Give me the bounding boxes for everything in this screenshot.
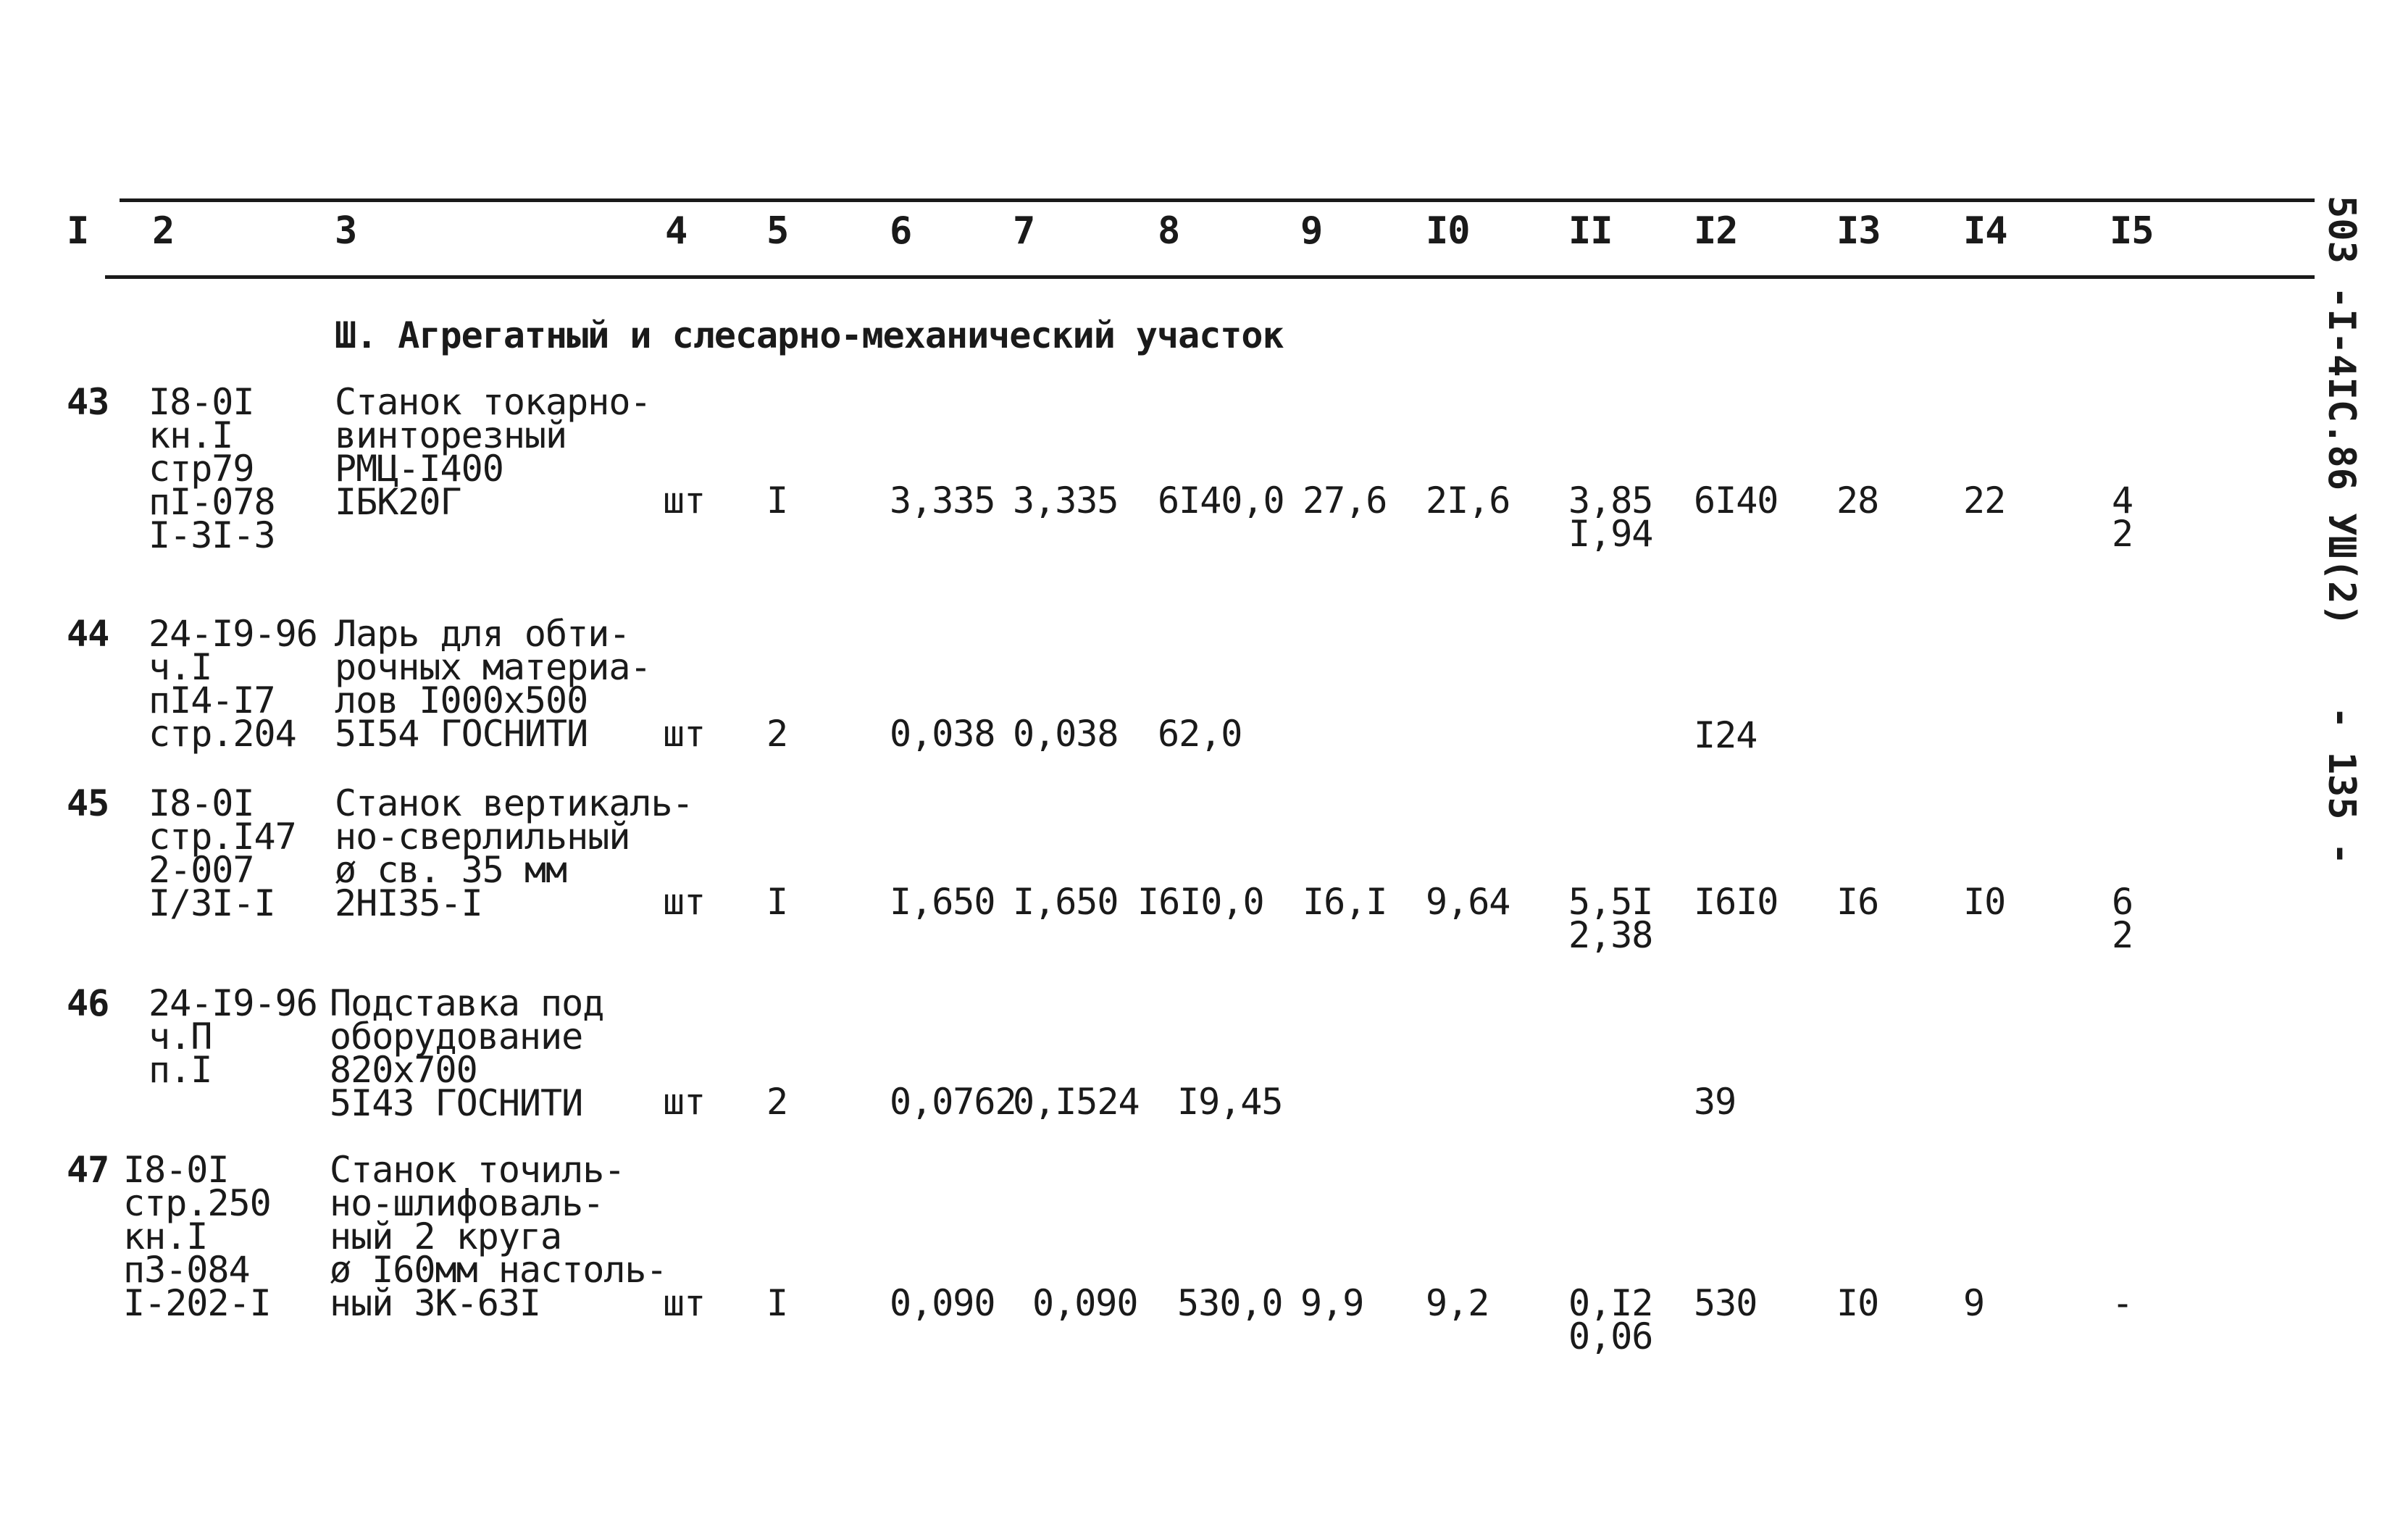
row-45-col15: 6 2 [2112,881,2133,956]
col-header-11: II [1568,209,1613,253]
row-45-col8: I6I0,0 [1137,881,1264,923]
col-header-9: 9 [1300,209,1323,253]
row-44-ref: 24-I9-96 ч.I пI4-I7 стр.204 [149,613,317,755]
col-header-7: 7 [1013,209,1035,253]
row-44-name: Ларь для обти- рочных материа- лов I000х500 5I54 ГОСНИТИ [335,613,651,755]
row-46-col7: 0,I524 [1013,1081,1140,1123]
row-44-unit: шт [663,713,706,755]
col-header-3: 3 [335,209,357,253]
col-header-6: 6 [890,209,912,253]
row-43-col13: 28 [1836,480,1879,522]
row-43-col8: 6I40,0 [1158,480,1284,522]
row-46-col8: I9,45 [1177,1081,1283,1123]
row-43-col10: 2I,6 [1426,480,1510,522]
row-47-col6: 0,090 [890,1282,995,1324]
row-45-col9: I6,I [1303,881,1387,923]
row-47-col15: - [2112,1282,2133,1324]
row-47-unit: шт [663,1282,706,1324]
row-47-ref: I8-0I стр.250 кн.I п3-084 I-202-I [123,1149,271,1324]
row-45-col14: I0 [1963,881,2006,923]
row-45-col13: I6 [1836,881,1879,923]
row-45-col7: I,650 [1013,881,1119,923]
row-43-col9: 27,6 [1303,480,1387,522]
header-top-rule [120,198,2315,202]
row-45-unit: шт [663,881,706,923]
row-45-col6: I,650 [890,881,995,923]
section-title: Ш. Агрегатный и слесарно-механический участок [335,314,1284,356]
row-43-col6: 3,335 [890,480,995,522]
row-46-number: 46 [67,982,109,1024]
row-43-col11: 3,85 I,94 [1568,480,1653,555]
row-47-col11: 0,I2 0,06 [1568,1282,1653,1357]
col-header-8: 8 [1158,209,1180,253]
row-47-col14: 9 [1963,1282,1985,1324]
col-header-10: I0 [1426,209,1470,253]
row-44-number: 44 [67,613,109,655]
row-46-qty: 2 [766,1081,788,1123]
row-43-col7: 3,335 [1013,480,1119,522]
row-44-col7: 0,038 [1013,713,1119,755]
row-47-name: Станок точиль- но-шлифоваль- ный 2 круга ø I60мм настоль- ный 3К-63I [330,1149,667,1324]
col-header-4: 4 [665,209,687,253]
row-47-col8: 530,0 [1177,1282,1283,1324]
row-47-col9: 9,9 [1300,1282,1364,1324]
side-page-number: - 135 - [2320,706,2363,866]
col-header-15: I5 [2110,209,2154,253]
row-47-col7: 0,090 [1032,1282,1138,1324]
row-45-col10: 9,64 [1426,881,1510,923]
row-45-name: Станок вертикаль- но-сверлильный ø св. 35 мм 2НI35-I [335,782,693,924]
row-43-qty: I [766,480,788,522]
row-47-col10: 9,2 [1426,1282,1489,1324]
row-44-qty: 2 [766,713,788,755]
row-45-ref: I8-0I стр.I47 2-007 I/3I-I [149,782,296,924]
row-45-qty: I [766,881,788,923]
row-43-name: Станок токарно- винторезный РМЦ-I400 IБК20Г [335,381,651,523]
row-43-number: 43 [67,381,109,423]
row-47-number: 47 [67,1149,109,1191]
row-47-col12: 530 [1694,1282,1757,1324]
row-45-number: 45 [67,782,109,824]
row-43-col14: 22 [1963,480,2006,522]
row-47-qty: I [766,1282,788,1324]
row-43-unit: шт [663,480,706,522]
row-44-col6: 0,038 [890,713,995,755]
header-bottom-rule [105,275,2315,279]
col-header-1: I [67,209,89,253]
row-44-col8: 62,0 [1158,713,1242,755]
col-header-13: I3 [1836,209,1881,253]
row-47-col13: I0 [1836,1282,1879,1324]
row-43-col12: 6I40 [1694,480,1779,522]
row-45-col12: I6I0 [1694,881,1779,923]
row-46-ref: 24-I9-96 ч.П п.I [149,982,317,1091]
row-43-col15: 4 2 [2112,480,2133,555]
row-43-ref: I8-0I кн.I стр79 пI-078 I-3I-3 [149,381,275,556]
row-46-unit: шт [663,1081,706,1123]
col-header-5: 5 [766,209,789,253]
col-header-12: I2 [1694,209,1738,253]
row-46-col12: 39 [1694,1081,1736,1123]
row-44-col12: I24 [1694,714,1757,756]
row-46-name: Подставка под оборудование 820х700 5I43 ГОСНИТИ [330,982,604,1124]
col-header-2: 2 [152,209,175,253]
row-46-col6: 0,0762 [890,1081,1016,1123]
row-45-col11: 5,5I 2,38 [1568,881,1653,956]
side-document-code: 503 -I-4IC.86 УШ(2) [2320,196,2363,627]
col-header-14: I4 [1963,209,2007,253]
